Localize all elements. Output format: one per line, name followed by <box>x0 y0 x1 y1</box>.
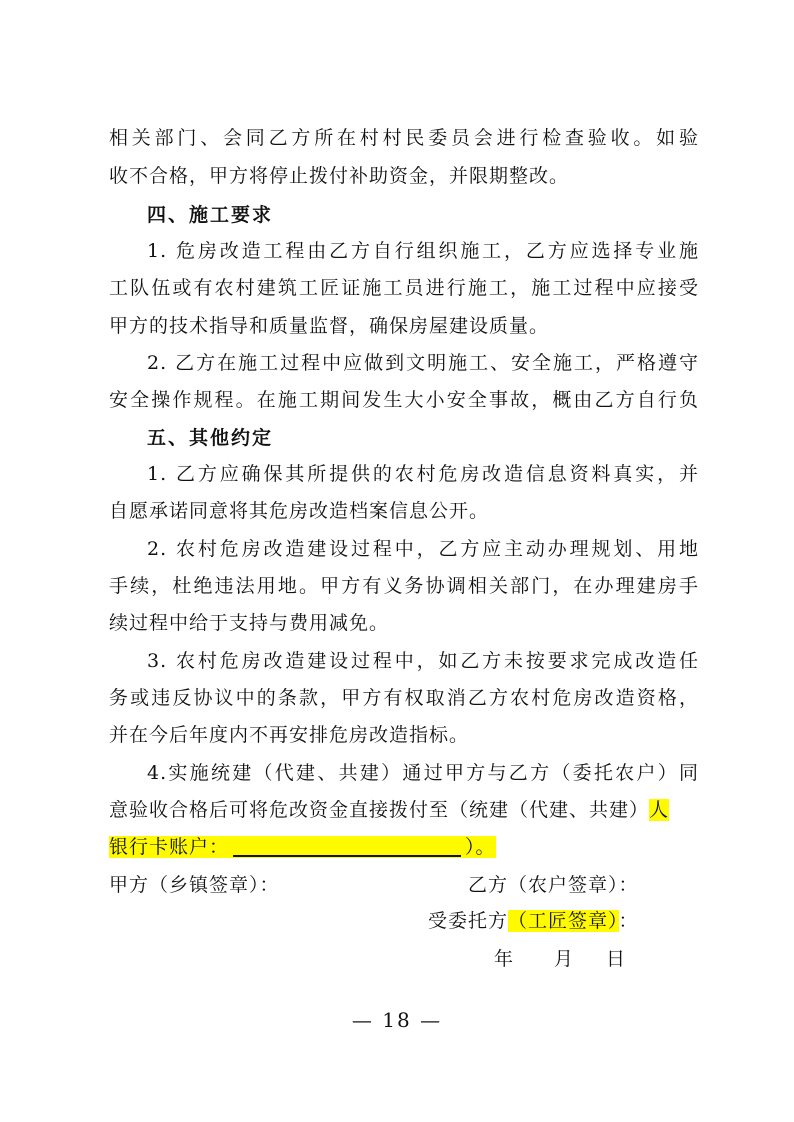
paragraph-line: 务或违反协议中的条款，甲方有权取消乙方农村危房改造资格， <box>109 687 699 709</box>
bank-account-blank <box>233 835 461 857</box>
paragraph-line: 手续，杜绝违法用地。甲方有义务协调相关部门，在办理建房手 <box>109 575 699 597</box>
date-year: 年 <box>494 948 515 970</box>
bank-account-close: ）。 <box>465 836 496 858</box>
bank-account-label: 银行卡账户： <box>109 836 230 858</box>
party-a-signature-label: 甲方（乡镇签章）： <box>109 874 280 896</box>
entrusted-party-label: 受委托方 <box>428 910 509 932</box>
paragraph-line: 2. 农村危房改造建设过程中，乙方应主动办理规划、用地 <box>147 538 699 560</box>
date-month: 月 <box>554 948 575 970</box>
paragraph-line: 4.实施统建（代建、共建）通过甲方与乙方（委托农户）同 <box>147 762 699 784</box>
paragraph-line: 续过程中给于支持与费用减免。 <box>109 612 390 634</box>
party-b-signature-label: 乙方（农户签章）： <box>468 874 639 896</box>
paragraph-line <box>109 797 699 823</box>
paragraph-line: 工队伍或有农村建筑工匠证施工员进行施工，施工过程中应接受 <box>109 277 699 299</box>
paragraph-line: 安全操作规程。在施工期间发生大小安全事故，概由乙方自行负 <box>109 389 699 411</box>
paragraph-line: 甲方的技术指导和质量监督，确保房屋建设质量。 <box>109 315 550 337</box>
craftsman-signature-highlight: （工匠签章） <box>508 910 619 932</box>
paragraph-line: 并在今后年度内不再安排危房改造指标。 <box>109 724 470 746</box>
entrusted-colon: ： <box>618 910 639 932</box>
date-day: 日 <box>606 948 627 970</box>
paragraph-text: 意验收合格后可将危改资金直接拨付至（统建（代建、共建） <box>109 799 650 821</box>
paragraph-line: 1. 危房改造工程由乙方自行组织施工，乙方应选择专业施 <box>147 240 699 262</box>
entrusted-party-line <box>428 908 639 934</box>
highlighted-text: 人 <box>649 799 670 821</box>
paragraph-line: 收不合格，甲方将停止拨付补助资金，并限期整改。 <box>109 165 570 187</box>
bank-account-line <box>109 834 496 860</box>
page-number: — 18 — <box>351 1008 443 1032</box>
section-heading-construction: 四、施工要求 <box>147 204 274 226</box>
paragraph-line: 2. 乙方在施工过程中应做到文明施工、安全施工，严格遵守 <box>147 352 699 374</box>
paragraph-line: 相关部门、会同乙方所在村村民委员会进行检查验收。如验 <box>109 127 699 149</box>
paragraph-line: 1. 乙方应确保其所提供的农村危房改造信息资料真实，并 <box>147 463 699 485</box>
highlighted-bank-account <box>109 836 496 858</box>
paragraph-line: 3. 农村危房改造建设过程中，如乙方未按要求完成改造任 <box>147 650 699 672</box>
section-heading-other: 五、其他约定 <box>147 427 274 449</box>
paragraph-line: 自愿承诺同意将其危房改造档案信息公开。 <box>109 500 490 522</box>
